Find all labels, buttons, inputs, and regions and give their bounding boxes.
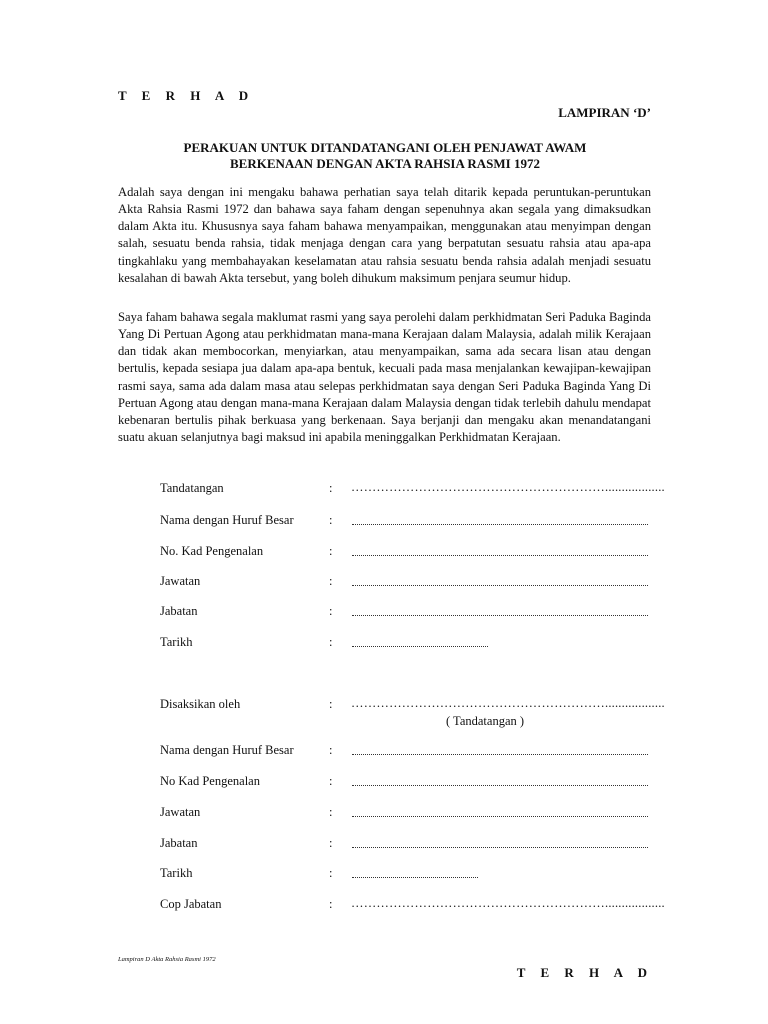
form-row-name [160,513,652,533]
field-colon: : [329,897,333,911]
field-colon: : [329,604,333,618]
field-label: Nama dengan Huruf Besar [160,743,294,757]
field-label: Tarikh [160,635,193,649]
department-stamp-field[interactable]: …………………………………………………….................. [351,896,665,910]
witness-name-field[interactable] [352,754,648,755]
form-row-witness-position [160,805,652,825]
field-colon: : [329,743,333,757]
field-colon: : [329,836,333,850]
form-row-witness-name [160,743,652,763]
classification-footer: T E R H A D [516,965,653,980]
field-colon: : [329,774,333,788]
witness-signature-field[interactable]: …………………………………………………….................. [351,696,665,710]
signature-caption: ( Tandatangan ) [446,714,525,728]
form-row-department [160,604,652,624]
form-row-witness-department [160,836,652,856]
field-label: Tandatangan [160,481,224,495]
form-row-witness-date [160,866,652,886]
form-row-signature [160,480,665,501]
form-row-witness-ic-number [160,774,652,794]
field-label: Disaksikan oleh [160,697,241,711]
footer-note: Lampiran D Akta Rahsia Rasmi 1972 [118,956,216,963]
field-label: Tarikh [160,866,193,880]
witness-date-field[interactable] [352,877,478,878]
field-label: Nama dengan Huruf Besar [160,513,294,527]
field-colon: : [329,574,333,588]
ic-number-field[interactable] [352,555,648,556]
title-line-1: PERAKUAN UNTUK DITANDATANGANI OLEH PENJAWAT AWAM [183,140,587,155]
field-colon: : [329,697,333,711]
witness-department-field[interactable] [352,847,648,848]
field-label: No. Kad Pengenalan [160,544,264,558]
form-row-ic-number [160,544,652,564]
field-label: Jawatan [160,574,201,588]
field-label: Jawatan [160,805,201,819]
field-colon: : [329,544,333,558]
form-row-witnessed-by [160,696,665,717]
form-row-department-stamp [160,896,665,917]
classification-header: T E R H A D [118,88,255,103]
witness-ic-number-field[interactable] [352,785,648,786]
field-label: Jabatan [160,604,198,618]
field-colon: : [329,635,333,649]
field-label: Cop Jabatan [160,897,222,911]
document-title [118,140,652,172]
field-label: No Kad Pengenalan [160,774,260,788]
field-colon: : [329,513,333,527]
declaration-paragraph-1: Adalah saya dengan ini mengaku bahawa perhatian saya telah ditarik kepada peruntukan-peruntukan Akta Rahsia Rasmi 1972 dan bahawa saya faham dengan sepenuhnya akan segala yang dimaksudkan dalam Akta itu. Khususnya saya faham bahawa menyampaikan, menggunakan atau menyimpan dengan salah, sesuatu benda rahsia, tidak menjaga dengan cara yang berpatutan sesuatu rahsia atau apa-apa tingkahlaku yang membahayakan keselamatan atau rahsia sesuatu benda rahsia adalah menjadi sesuatu kesalahan di bawah Akta tersebut, yang boleh dihukum maksimum penjara seumur hidup. [118,185,651,285]
department-field[interactable] [352,615,648,616]
date-field[interactable] [352,646,488,647]
field-colon: : [329,481,333,495]
field-colon: : [329,866,333,880]
witness-position-field[interactable] [352,816,648,817]
name-field[interactable] [352,524,648,525]
declaration-paragraph-2: Saya faham bahawa segala maklumat rasmi yang saya perolehi dalam perkhidmatan Seri Paduka Baginda Yang Di Pertuan Agong atau perkhidmatan mana-mana Kerajaan dalam Malaysia, adalah milik Kerajaan dan tidak akan membocorkan, menyiarkan, atau menyampaikan, sama ada secara lisan atau dengan bertulis, kepada sesiapa jua dalam apa-apa bentuk, kecuali pada masa menjalankan kewajipan-kewajipan rasmi saya, sama ada dalam masa atau selepas perkhidmatan saya dengan Seri Paduka Baginda Yang Di Pertuan Agong atau dengan mana-mana Kerajaan dalam Malaysia dengan tidak terlebih dahulu mendapat kebenaran bertulis pihak berkuasa yang berkenaan. Saya berjanji dan mengaku akan menandatangani suatu akuan selanjutnya bagi maksud ini apabila meninggalkan Perkhidmatan Kerajaan. [118,310,651,445]
field-label: Jabatan [160,836,198,850]
form-row-date [160,635,652,655]
attachment-label: LAMPIRAN ‘D’ [558,105,651,120]
field-colon: : [329,805,333,819]
title-line-2: BERKENAAN DENGAN AKTA RAHSIA RASMI 1972 [230,156,540,171]
form-row-position [160,574,652,594]
signature-field[interactable]: …………………………………………………….................. [351,480,665,494]
position-field[interactable] [352,585,648,586]
